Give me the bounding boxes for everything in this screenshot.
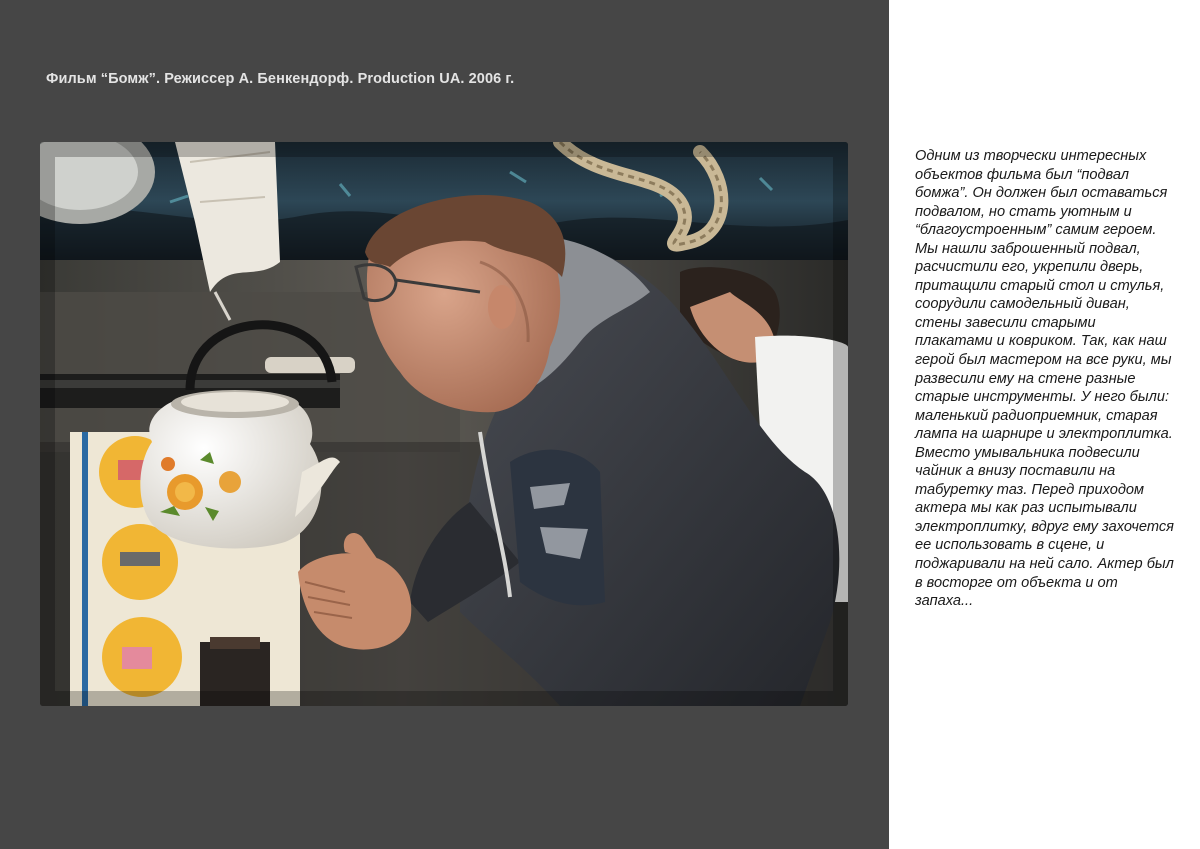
story-text: Одним из творчески интересных объектов фильма был “подвал бомжа”. Он должен был оставаться подвалом, но стать уютным и “благоустроенным” самим героем. Мы нашли заброшенный подвал, расчистили его, укрепили дверь, притащили старый стол и стулья, соорудили самодельный диван, стены завесили старыми плакатами и ковриком. Так, как наш герой был мастером на все руки, мы развесили ему на стене разные старые инструменты. У него были: маленький радиоприемник, старая лампа на шарнире и электроплитка. Вместо умывальника подвесили чайник а внизу поставили на табуретку таз. Перед приходом актера мы как раз испытывали электроплитку, вдруг ему захочется ее использовать в сцене, и поджаривали на ней сало. Актер был в восторге от объекта и от запаха... xyxy=(915,148,1174,610)
photo-caption: Фильм “Бомж”. Режиссер А. Бенкендорф. Production UA. 2006 г. xyxy=(46,71,515,87)
basement-scene-illustration xyxy=(40,142,848,706)
basement-photo xyxy=(40,142,848,706)
